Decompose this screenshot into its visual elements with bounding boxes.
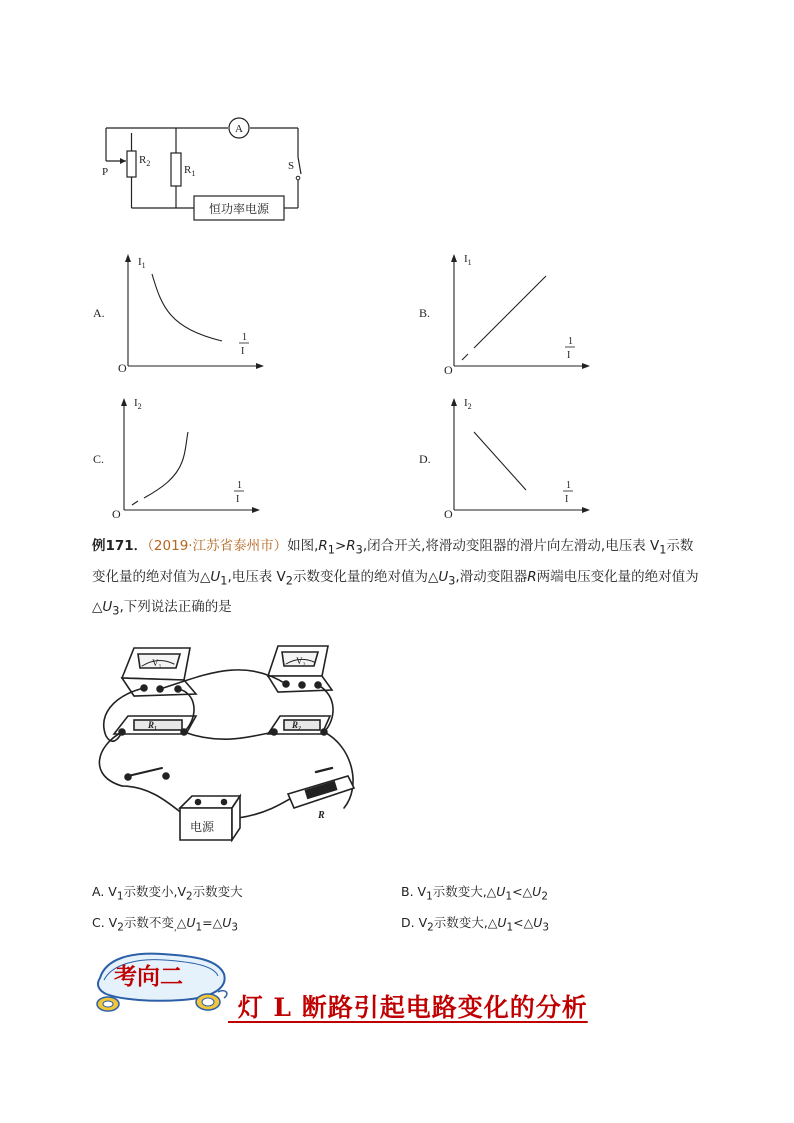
- rheostat-photo-label: R: [318, 810, 325, 821]
- graph-a: [110, 248, 270, 378]
- meter-v2-label: V₂: [296, 656, 306, 666]
- example-question: 例171．（2019·江苏省泰州市）如图$,R_1>R_3$,闭合开关,将滑动变阻器的滑片向左滑动,电压表 $V_1$示数变化量的绝对值为$\triangle U_1$,电压表 $V_2$示数变化量的绝对值为$\triangle U_3$,滑动变阻器R两端电压变化量的绝对值为$\triangle U_3$,下列说法正确的是: [92, 538, 699, 619]
- graph-b: [436, 248, 596, 378]
- svg-text:I: I: [241, 346, 245, 357]
- section-badge-text: 考向二: [114, 963, 183, 990]
- experiment-photo: [92, 636, 367, 846]
- example-number: 例171．: [92, 538, 148, 554]
- answer-c[interactable]: C. $V_2$示数不变$_,\triangle U_1=\triangle U_3$: [92, 915, 239, 934]
- graph-c: [106, 392, 266, 522]
- example-source: （2019·江苏省泰州市）: [147, 538, 288, 554]
- svg-text:I: I: [567, 350, 571, 361]
- meter-v1-label: V₁: [152, 658, 162, 668]
- svg-text:I2: $I_2$: [464, 397, 472, 411]
- answer-a[interactable]: A. $V_1$示数变小$,V_2$示数变大: [92, 884, 243, 903]
- option-a-label: A.: [93, 306, 105, 320]
- resistor-label: $R_1$: [184, 164, 196, 178]
- option-b-label: B.: [419, 306, 431, 320]
- option-d-label: D.: [419, 452, 431, 466]
- svg-text:I1: $I_1$: [464, 253, 472, 267]
- section-title: 灯 L 断路引起电路变化的分析: [228, 993, 588, 1022]
- ammeter-label: A: [235, 123, 243, 135]
- svg-text:I1: $I_1$: [138, 256, 146, 270]
- rheostat-label: $R_2$: [139, 154, 151, 168]
- curve-a: [152, 274, 222, 341]
- svg-text:O: O: [118, 361, 127, 375]
- power-source-label: 恒功率电源: [208, 202, 270, 216]
- svg-text:O: O: [444, 363, 453, 377]
- svg-text:O: O: [444, 507, 453, 521]
- svg-text:I2: $I_2$: [134, 397, 142, 411]
- power-box-label: 电源: [190, 820, 215, 834]
- svg-text:1: 1: [237, 480, 242, 491]
- svg-text:O: O: [112, 507, 121, 521]
- r1-label: R₁: [148, 720, 158, 730]
- graph-d: [436, 392, 596, 522]
- circuit-diagram: [96, 113, 310, 225]
- option-c-label: C.: [93, 452, 105, 466]
- answer-b[interactable]: B. $V_1$示数变大$,\triangle U_1<\triangle U_2$: [401, 884, 548, 903]
- slider-label: P: [102, 166, 109, 178]
- answer-d[interactable]: D. $V_2$示数变大$,\triangle U_1<\triangle U_3$: [401, 915, 549, 934]
- svg-text:1: 1: [568, 336, 573, 347]
- svg-text:1: 1: [242, 332, 247, 343]
- svg-text:I: I: [236, 494, 240, 505]
- switch-label: S: [288, 160, 295, 172]
- svg-text:1: 1: [566, 480, 571, 491]
- r2-label: R₂: [292, 720, 302, 730]
- svg-text:I: I: [565, 494, 569, 505]
